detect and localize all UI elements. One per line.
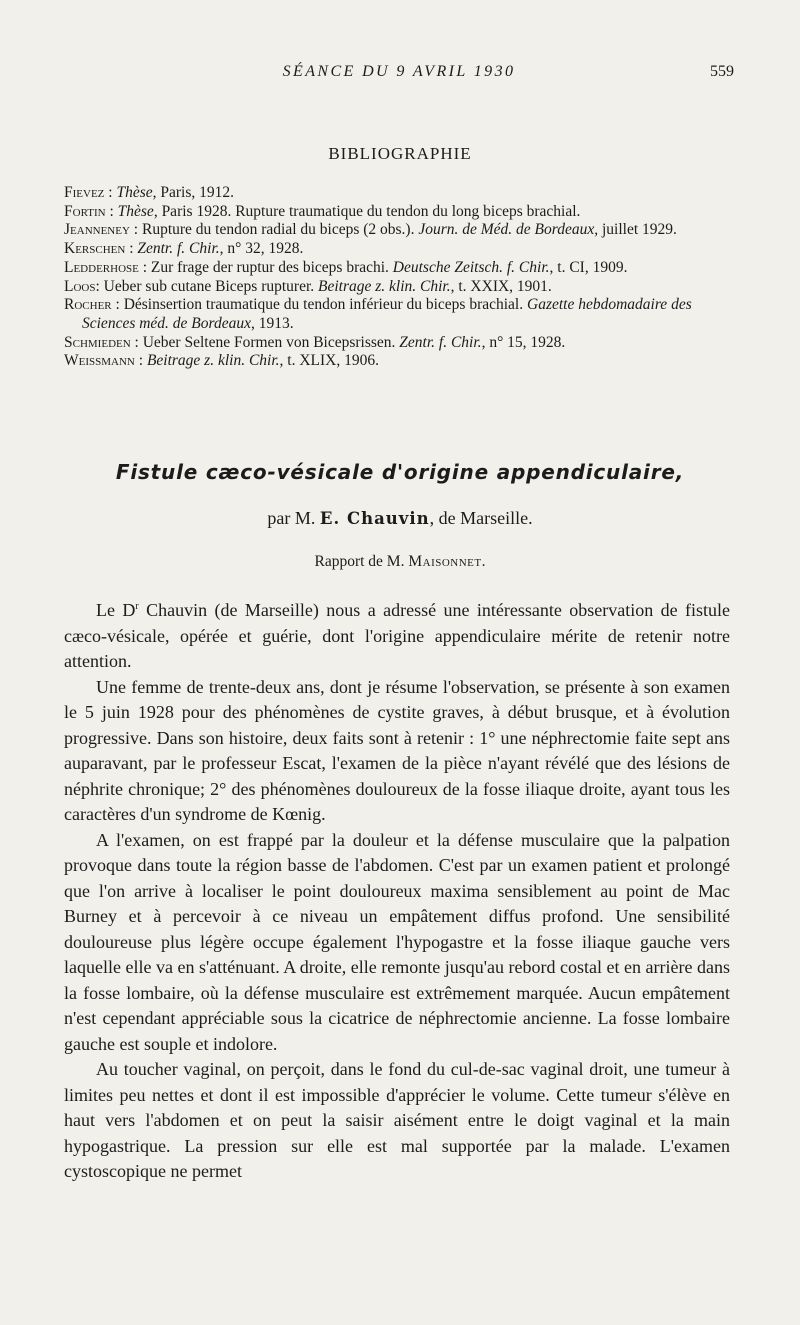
- bib-journal: Zentr. f. Chir.: [399, 333, 482, 351]
- bib-rest: , t. XXIX, 1901.: [450, 277, 552, 295]
- bib-journal: Beitrage z. klin. Chir.: [146, 352, 280, 370]
- bib-journal: Deutsche Zeitsch. f. Chir.: [392, 258, 550, 276]
- bib-rest: , n° 32, 1928.: [219, 240, 304, 258]
- bib-journal: Gazette hebdomadaire des Sciences méd. de Bordeaux: [82, 296, 692, 332]
- byline-prefix: par M.: [267, 508, 320, 528]
- bibliography-entry: [64, 296, 738, 333]
- page-number: 559: [710, 63, 734, 80]
- bib-rest: , Paris, 1912.: [152, 184, 234, 201]
- article-title: Fistule cæco-vésicale d'origine appendiculaire,: [115, 460, 685, 484]
- bib-sep: :: [111, 296, 124, 314]
- bibliography-entry: [64, 334, 738, 353]
- bib-sep: :: [105, 202, 118, 220]
- bib-sep: :: [95, 277, 104, 295]
- running-title: SÉANCE DU 9 AVRIL 1930: [282, 63, 516, 80]
- bibliography-entry: [64, 221, 738, 240]
- bib-author: Weissmann: [64, 352, 135, 370]
- article-body: [64, 598, 730, 1185]
- bib-rest: , t. CI, 1909.: [549, 258, 628, 276]
- section-title: BIBLIOGRAPHIE: [328, 144, 472, 163]
- bibliography-entry: [64, 352, 738, 371]
- bib-sep: :: [130, 333, 143, 351]
- author-name: E. Chauvin: [319, 509, 430, 528]
- bib-journal: Beitrage z. klin. Chir.: [318, 277, 451, 295]
- bib-title: Rupture du tendon radial du biceps (2 obs.).: [141, 221, 419, 239]
- bib-rest: , n° 15, 1928.: [481, 333, 566, 351]
- bib-author: Fortin: [64, 202, 106, 220]
- bib-rest: , 1913.: [251, 314, 294, 332]
- bibliography-entry: [64, 184, 738, 203]
- paragraph-text: Chauvin (de Marseille) nous a adressé une intéressante observation de fistule cæco-vésicale, opérée et guérie, dont l'origine appendiculaire mérite de retenir notre attention.: [64, 600, 731, 671]
- bib-author: Rocher: [64, 296, 112, 314]
- running-head: [64, 63, 734, 87]
- bib-author: Schmieden: [64, 333, 131, 351]
- byline-suffix: , de Marseille.: [429, 508, 533, 528]
- bib-sep: :: [129, 221, 142, 239]
- bib-author: Kerschen: [64, 240, 126, 258]
- bib-journal: Thèse: [117, 202, 154, 220]
- bib-author: Loos: [64, 277, 96, 295]
- bib-sep: :: [125, 240, 138, 258]
- bib-rest: , t. XLIX, 1906.: [279, 352, 379, 370]
- bibliography-entry: [64, 278, 738, 297]
- bib-journal: Zentr. f. Chir.: [137, 240, 220, 258]
- paragraph: [64, 598, 730, 675]
- report-prefix: Rapport de M.: [314, 553, 409, 570]
- bib-journal: Journ. de Méd. de Bordeaux: [418, 221, 595, 239]
- report-line: [0, 553, 800, 571]
- bib-rest: , Paris 1928. Rupture traumatique du tendon du long biceps brachial.: [153, 202, 581, 220]
- report-suffix: .: [481, 553, 486, 570]
- bib-author: Ledderhose: [64, 258, 139, 276]
- bib-sep: :: [138, 258, 151, 276]
- paragraph-text: Le D: [96, 600, 136, 620]
- bib-title: Ueber sub cutane Biceps rupturer.: [103, 277, 319, 295]
- bib-author: Fievez: [64, 184, 105, 201]
- paragraph: A l'examen, on est frappé par la douleur et la défense musculaire que la palpation provoque dans toute la région basse de l'abdomen. C'est par un examen patient et prolongé que l'on arrive à localiser le point douloureux maxima sensiblement au point de Mac Burney et à percevoir à ce niveau un empâtement diffus profond. Une sensibilité douloureuse plus légère occupe également l'hypogastre et la fosse iliaque gauche vers laquelle elle va en s'atténuant. A droite, elle remonte jusqu'au rebord costal et en arrière dans la fosse lombaire, où la défense musculaire est extrêmement marquée. Aucun empâtement n'est cependant appréciable sous la cicatrice de néphrectomie ancienne. La fosse lombaire gauche est souple et indolore.: [64, 829, 730, 1054]
- bibliography-list: [64, 184, 738, 371]
- byline: [0, 508, 800, 529]
- bib-sep: :: [104, 184, 117, 201]
- bibliography-entry: [64, 240, 738, 259]
- superscript: r: [135, 601, 139, 612]
- bib-title: Ueber Seltene Formen von Bicepsrissen.: [142, 333, 400, 351]
- bib-author: Jeanneney: [64, 221, 130, 239]
- bib-journal: Thèse: [116, 184, 153, 201]
- bib-rest: , juillet 1929.: [594, 221, 677, 239]
- reporter-name: Maisonnet: [408, 553, 482, 570]
- bibliography-entry: [64, 203, 738, 222]
- bib-title: Désinsertion traumatique du tendon inférieur du biceps brachial.: [123, 296, 527, 314]
- paragraph: Une femme de trente-deux ans, dont je résume l'observation, se présente à son examen le 5 juin 1928 pour des phénomènes de cystite graves, à début brusque, et à évolution progressive. Dans son histoire, deux faits sont à retenir : 1° une néphrectomie faite sept ans auparavant, par le professeur Escat, l'examen de la pièce n'ayant révélé que des lésions de néphrite chronique; 2° des phénomènes douloureux de la fosse iliaque droite, ayant tous les caractères d'un syndrome de Kœnig.: [64, 676, 730, 824]
- bib-sep: :: [134, 352, 147, 370]
- bibliography-entry: [64, 259, 738, 278]
- bib-title: Zur frage der ruptur des biceps brachi.: [150, 258, 393, 276]
- paragraph: Au toucher vaginal, on perçoit, dans le fond du cul-de-sac vaginal droit, une tumeur à limites peu nettes et dont il est impossible d'apprécier le volume. Cette tumeur s'élève en haut vers l'abdomen et on peut la saisir aisément entre le doigt vaginal et la main hypogastrique. La pression sur elle est mal supportée par la malade. L'examen cystoscopique ne permet: [64, 1059, 730, 1181]
